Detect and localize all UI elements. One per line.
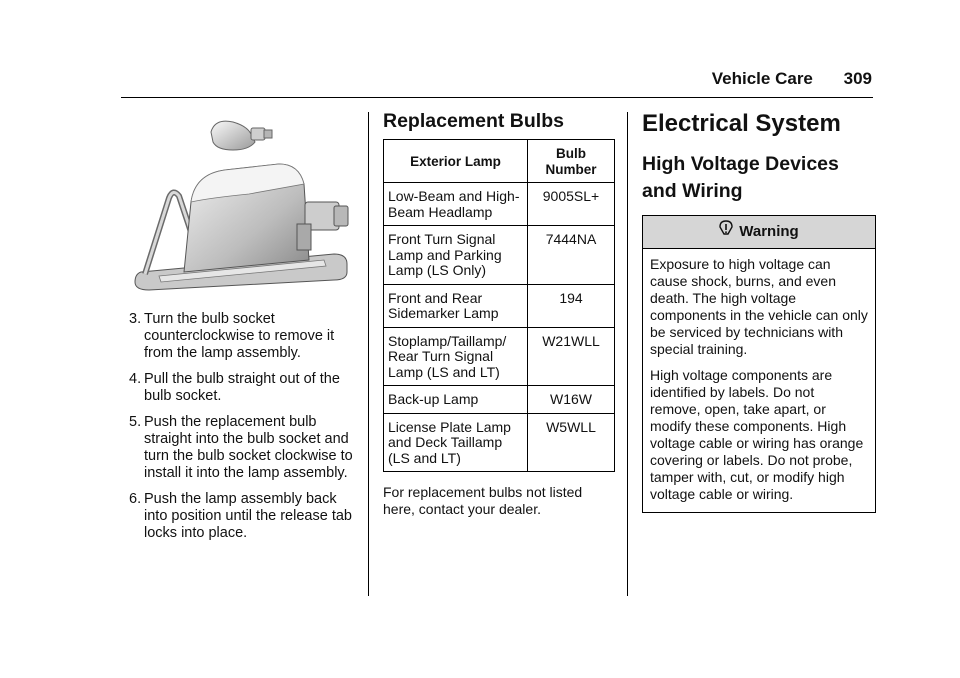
lamp-cell: License Plate Lamp and Deck Taillamp (LS and LT) — [384, 413, 528, 472]
table-row — [384, 327, 615, 386]
warning-icon — [719, 216, 733, 248]
dealer-note: For replacement bulbs not listed here, contact your dealer. — [383, 484, 583, 517]
step-number: 5. — [129, 414, 142, 430]
step-item — [129, 414, 354, 482]
step-item — [129, 371, 354, 405]
table-header-row — [384, 140, 615, 183]
lamp-cell: Stoplamp/Taillamp/ Rear Turn Signal Lamp (LS and LT) — [384, 327, 528, 386]
bulb-cell: 9005SL+ — [528, 183, 615, 226]
high-voltage-heading: High Voltage Devices and Wiring — [642, 153, 839, 202]
header-rule — [121, 97, 873, 98]
page-number: 309 — [843, 69, 872, 88]
electrical-system-heading: Electrical System — [642, 110, 841, 137]
step-text: Turn the bulb socket counterclockwise to remove it from the lamp assembly. — [144, 311, 335, 361]
replacement-bulbs-heading: Replacement Bulbs — [383, 110, 564, 132]
bulb-cell: 194 — [528, 284, 615, 327]
bulb-cell: W21WLL — [528, 327, 615, 386]
column-header-lamp: Exterior Lamp — [384, 140, 528, 183]
warning-paragraph: High voltage components are identified by labels. Do not remove, open, take apart, or modify these components. High voltage cable or wiring has orange covering or labels. Do not probe, tamper with, cut, or modify high voltage cable or wiring. — [650, 367, 864, 502]
table-row — [384, 386, 615, 414]
step-item — [129, 491, 354, 542]
lamp-cell: Low-Beam and High-Beam Headlamp — [384, 183, 528, 226]
warning-body — [643, 249, 875, 512]
bulb-cell: W5WLL — [528, 413, 615, 472]
step-number: 3. — [129, 311, 142, 327]
lamp-cell: Front and Rear Sidemarker Lamp — [384, 284, 528, 327]
column-middle — [383, 110, 615, 518]
step-text: Push the lamp assembly back into position until the release tab locks into place. — [144, 491, 352, 541]
table-row — [384, 226, 615, 285]
instruction-steps — [129, 311, 354, 551]
column-right — [642, 110, 876, 513]
warning-paragraph: Exposure to high voltage can cause shock, burns, and even death. The high voltage components in the vehicle can only be serviced by technicians with special training. — [650, 256, 868, 357]
section-title: Vehicle Care — [711, 69, 813, 88]
step-item — [129, 311, 354, 362]
step-number: 4. — [129, 371, 142, 387]
bulb-cell: 7444NA — [528, 226, 615, 285]
lamp-cell: Back-up Lamp — [384, 386, 528, 414]
table-row — [384, 284, 615, 327]
step-text: Push the replacement bulb straight into the bulb socket and turn the bulb socket clockwise to install it into the lamp assembly. — [144, 414, 353, 481]
warning-header — [643, 216, 875, 249]
warning-label: Warning — [739, 223, 799, 240]
lamp-cell: Front Turn Signal Lamp and Parking Lamp (LS Only) — [384, 226, 528, 285]
warning-box — [642, 215, 876, 513]
column-divider-1 — [368, 112, 369, 596]
bulb-cell: W16W — [528, 386, 615, 414]
table-row — [384, 413, 615, 472]
step-text: Pull the bulb straight out of the bulb socket. — [144, 371, 340, 404]
column-header-bulb: Bulb Number — [528, 140, 615, 183]
table-row — [384, 183, 615, 226]
page-header — [712, 69, 872, 89]
column-left — [129, 112, 354, 541]
bulb-drawing — [211, 121, 272, 150]
step-number: 6. — [129, 491, 142, 507]
bulb-table — [383, 139, 615, 472]
lamp-assembly-illustration — [129, 112, 359, 302]
column-divider-2 — [627, 112, 628, 596]
